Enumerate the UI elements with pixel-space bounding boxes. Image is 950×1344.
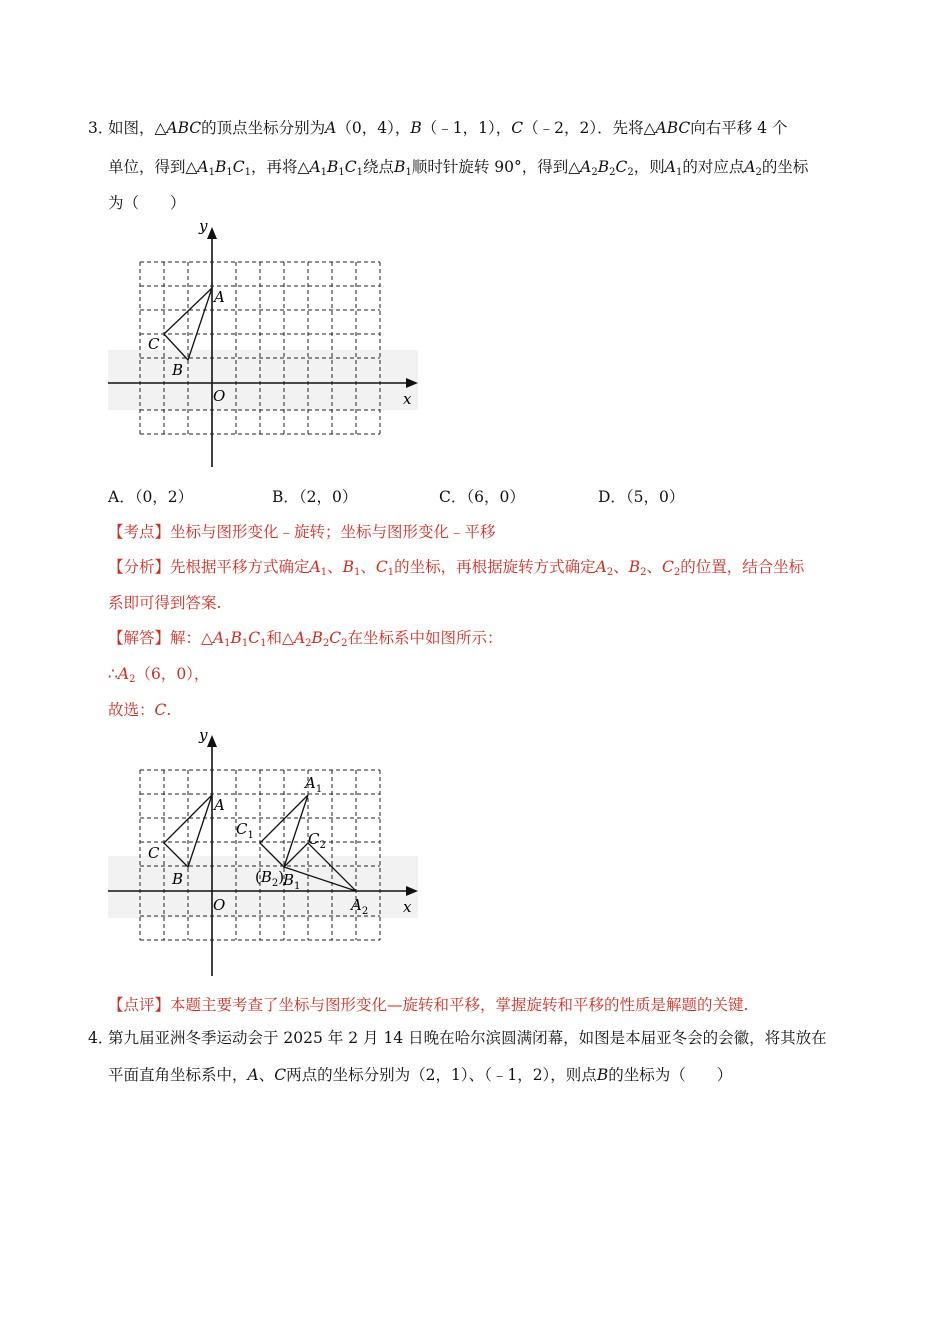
question-3-number: 3． [88, 119, 114, 137]
option-a: A．（0，2） [108, 488, 194, 506]
fenxi-line1: 【分析】先根据平移方式确定$A_1$、$B_1$、$C_1$的坐标，再根据旋转方式确定$A_2$、$B_2$、$C_2$的位置，结合坐标 [108, 558, 805, 578]
point-b2-label: $(B_2)$ [255, 868, 285, 889]
option-b: B．（2，0） [272, 488, 358, 506]
question-3-stem-line3: 为（ ） [108, 194, 186, 212]
point-c2-label: $C_2$ [308, 830, 326, 851]
point-a1-label: $A_1$ [305, 774, 323, 795]
point-b-label: B [172, 361, 184, 379]
figure-1-coordinate-grid [100, 215, 430, 475]
point-b-label: B [172, 870, 184, 888]
option-c: C．（6，0） [439, 488, 525, 506]
x-axis-label: x [403, 390, 412, 408]
question-4-line2: 平面直角坐标系中，A、C两点的坐标分别为（2，1）、（﹣1，2），则点B的坐标为（ ） [108, 1066, 733, 1084]
question-4-number: 4． [88, 1029, 114, 1047]
y-axis-label: y [199, 726, 208, 744]
dianping-line: 【点评】本题主要考查了坐标与图形变化—旋转和平移，掌握旋转和平移的性质是解题的关键. [108, 996, 749, 1014]
point-c-label: C [148, 335, 160, 353]
result-line: $\therefore A_2(6$，0）， [108, 665, 210, 685]
question-3-stem-line2: 单位，得到$\triangle A_1B_1C_1$，再将$\triangle A_1B_1C_1$绕点$B_1$顺时针旋转 90°，得到$\triangle A_2B_2C_2$，则$A_1$的对应点$A_2$的坐标 [108, 158, 809, 178]
figure-2-solution-grid [100, 722, 430, 984]
point-a-label: A [214, 796, 225, 814]
jieda-line: 【解答】解：$\triangle A_1B_1C_1$和$\triangle A_2B_2C_2$在坐标系中如图所示： [108, 629, 503, 649]
kaodian-line: 【考点】坐标与图形变化﹣旋转；坐标与图形变化﹣平移 [108, 523, 496, 541]
y-axis-label: y [199, 217, 208, 235]
point-b1-label: $B_1$ [283, 871, 301, 892]
point-a2-label: $A_2$ [351, 896, 369, 917]
origin-label: O [213, 896, 226, 914]
question-4-line1: 第九届亚洲冬季运动会于 2025 年 2 月 14 日晚在哈尔滨圆满闭幕，如图是本届亚冬会的会徽，将其放在 [108, 1029, 827, 1047]
choose-line: 故选：C. [108, 701, 172, 719]
point-a-label: A [214, 288, 225, 306]
point-c1-label: $C_1$ [236, 820, 254, 841]
question-3-stem-line1: 如图，△ABC的顶点坐标分别为A（0，4），B（﹣1，1），C（﹣2，2）．先将△ABC向右平移 4 个 [108, 119, 788, 137]
point-c-label: C [148, 844, 160, 862]
fenxi-line2: 系即可得到答案. [108, 594, 222, 612]
x-axis-label: x [403, 898, 412, 916]
option-d: D．（5，0） [598, 488, 685, 506]
origin-label: O [213, 387, 226, 405]
